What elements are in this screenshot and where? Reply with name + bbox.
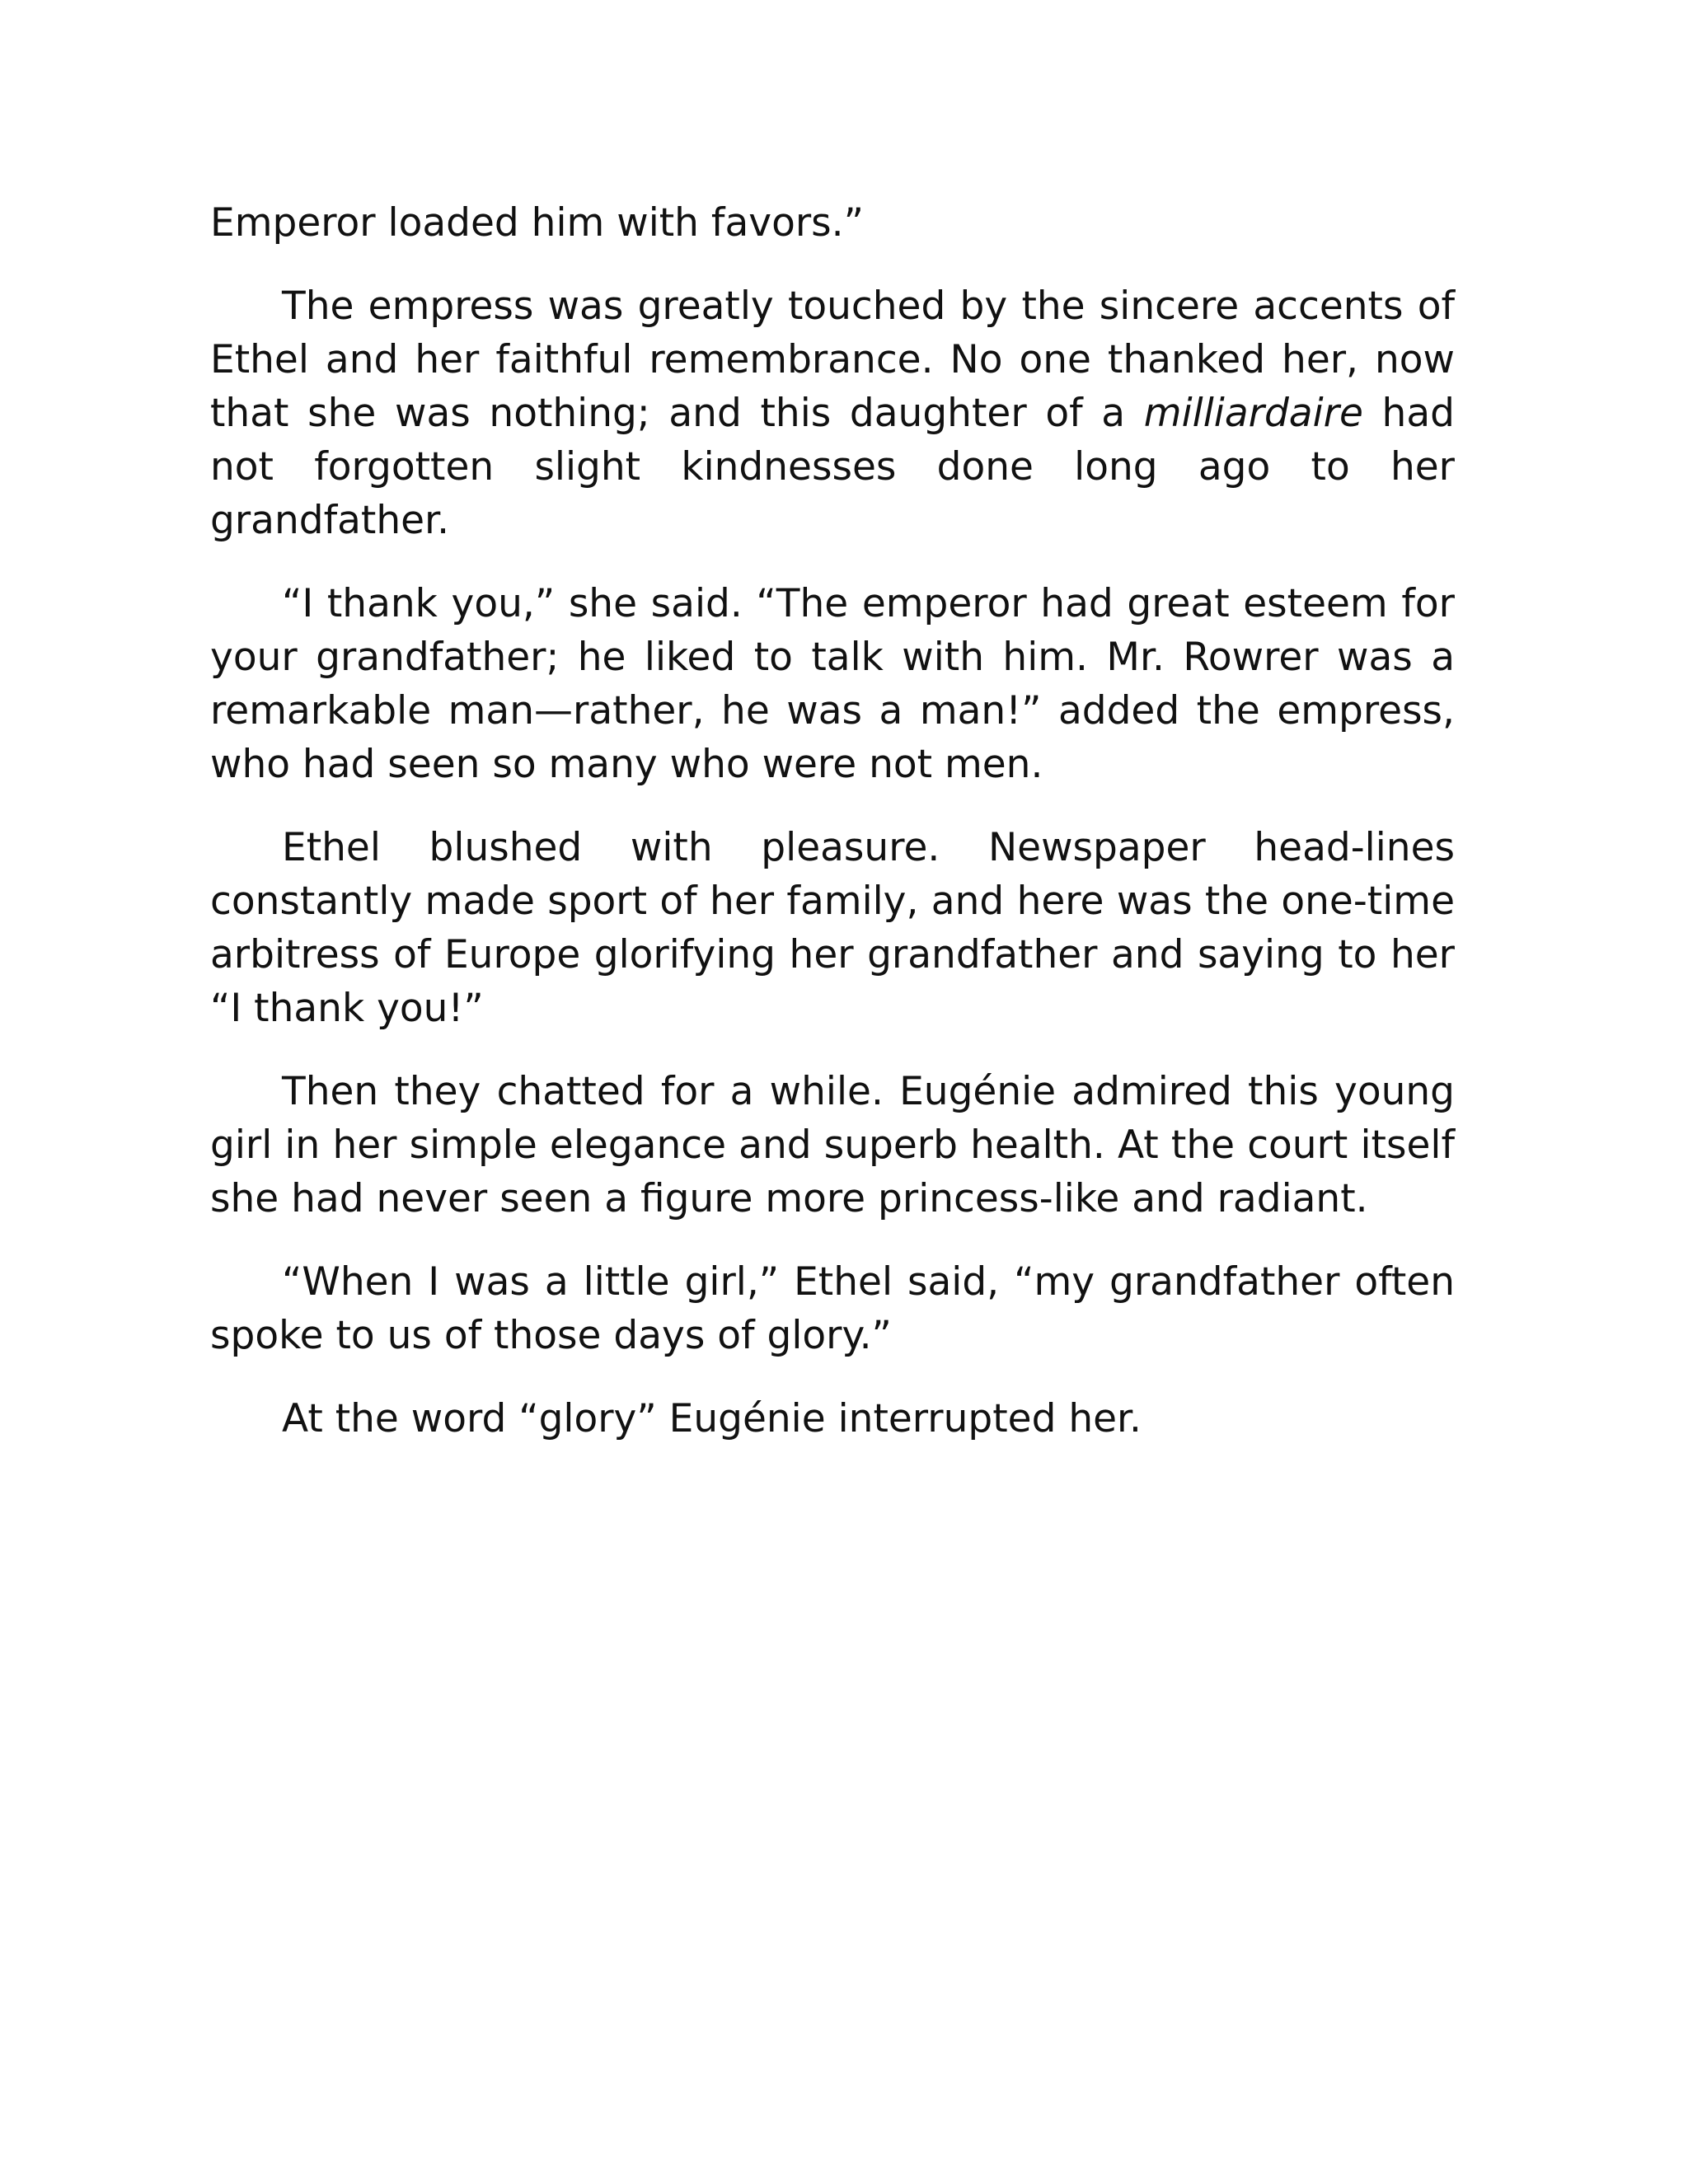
paragraph-text: The empress was greatly touched by the sincere accents of Ethel and her faithful remembrance. No one thanked her, now that she was nothing; and this daughter of a [210,284,1455,436]
emphasized-word: milliardaire [1143,391,1363,436]
paragraph: “I thank you,” she said. “The emperor had great esteem for your grandfather; he liked to talk with him. Mr. Rowrer was a remarkable man—rather, he was a man!” added the empress, who had seen so many who were not men. [210,581,1455,787]
paragraph: “When I was a little girl,” Ethel said, “my grandfather often spoke to us of those days of glory.” [210,1259,1455,1358]
paragraph [210,279,1455,547]
paragraph: Emperor loaded him with favors.” [210,200,864,246]
paragraph: At the word “glory” Eugénie interrupted her. [282,1396,1142,1441]
paragraph: Then they chatted for a while. Eugénie admired this young girl in her simple elegance and superb health. At the court itself she had never seen a figure more princess-like and radiant. [210,1069,1455,1221]
paragraph-text: had not forgotten slight kindnesses done long ago to her grandfather. [210,391,1455,543]
document-page [210,196,1455,1475]
paragraph: Ethel blushed with pleasure. Newspaper head-lines constantly made sport of her family, and here was the one-time arbitress of Europe glorifying her grandfather and saying to her “I thank you!” [210,825,1455,1031]
